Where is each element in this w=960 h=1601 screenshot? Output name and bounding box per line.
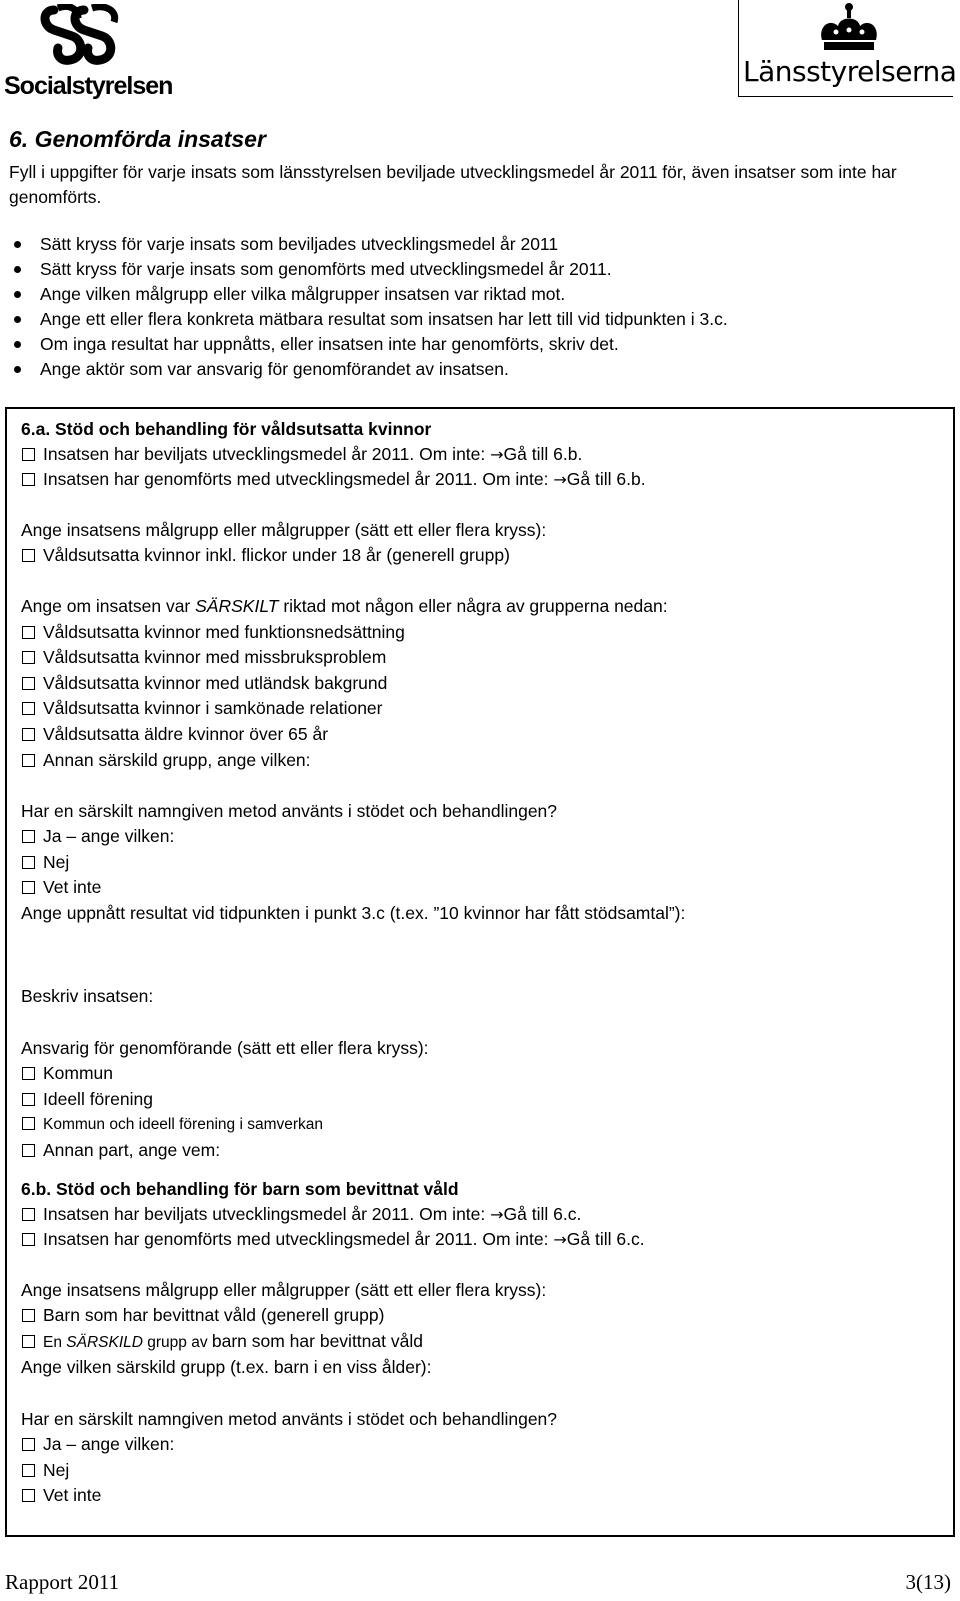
lansstyrelserna-wordmark: Länsstyrelserna [743,55,957,88]
arrow-right-icon: → [553,1230,567,1249]
page-number: 3(13) [905,1570,951,1594]
method-option-row: Ja – ange vilken: [21,824,174,849]
responsible-option-row: Kommun och ideell förening i samverkan [21,1112,323,1137]
special-group-checkbox[interactable] [22,754,35,767]
part-b-target-general-row: Barn som har bevittnat våld (generell grupp) [21,1303,384,1328]
part-b-genomforts-row: Insatsen har genomförts med utvecklingsmedel år 2011. Om inte: →Gå till 6.c. [21,1227,645,1252]
part-a-beviljats-checkbox[interactable] [22,448,35,461]
special-group-checkbox[interactable] [22,651,35,664]
special-group-row: Våldsutsatta äldre kvinnor över 65 år [21,722,328,747]
bullet-icon [14,366,21,373]
part-b-beviljats-checkbox[interactable] [22,1208,35,1221]
part-b-method-question: Har en särskilt namngiven metod använts i stödet och behandlingen? [21,1409,558,1429]
arrow-right-icon: → [490,1205,504,1224]
instruction-item: Om inga resultat har uppnåtts, eller insatsen inte har genomförts, skriv det. [0,332,728,357]
special-group-checkbox[interactable] [22,626,35,639]
bullet-icon [14,291,21,298]
special-group-row: Våldsutsatta kvinnor med missbruksproblem [21,645,386,670]
part-b-genomforts-checkbox[interactable] [22,1233,35,1246]
part-b-target-special-row: En SÄRSKILD grupp av barn som har bevittnat våld [21,1329,423,1355]
special-group-row: Våldsutsatta kvinnor i samkönade relationer [21,696,383,721]
bullet-icon [14,341,21,348]
arrow-right-icon: → [553,470,567,489]
socialstyrelsen-emblem-icon [38,4,130,70]
lansstyrelserna-logo [738,0,957,97]
part-a-method-question: Har en särskilt namngiven metod använts i stödet och behandlingen? [21,801,558,821]
responsible-option-checkbox[interactable] [22,1117,35,1130]
part-a-genomforts-row: Insatsen har genomförts med utvecklingsmedel år 2011. Om inte: →Gå till 6.b. [21,467,646,492]
method-option-row: Nej [21,850,69,875]
instruction-item: Ange aktör som var ansvarig för genomförandet av insatsen. [0,357,728,382]
socialstyrelsen-logo [4,4,173,100]
section-intro: Fyll i uppgifter för varje insats som länsstyrelsen beviljade utvecklingsmedel år 2011 för, även insatser som inte har genomförts. [9,162,897,207]
special-group-row: Våldsutsatta kvinnor med utländsk bakgrund [21,671,387,696]
part-b-title: 6.b. Stöd och behandling för barn som bevittnat våld [21,1179,459,1199]
part-b-beviljats-row: Insatsen har beviljats utvecklingsmedel år 2011. Om inte: →Gå till 6.c. [21,1202,581,1227]
part-a-genomforts-checkbox[interactable] [22,473,35,486]
method-option-row: Vet inte [21,1483,101,1508]
special-group-checkbox[interactable] [22,728,35,741]
special-group-checkbox[interactable] [22,677,35,690]
method-option-row: Ja – ange vilken: [21,1432,174,1457]
socialstyrelsen-wordmark: Socialstyrelsen [4,72,173,100]
method-option-checkbox[interactable] [22,1464,35,1477]
part-a-target-question: Ange insatsens målgrupp eller målgrupper (sätt ett eller flera kryss): [21,520,547,540]
instruction-item: Ange vilken målgrupp eller vilka målgrupper insatsen var riktad mot. [0,282,728,307]
part-b-special-group-question: Ange vilken särskild grupp (t.ex. barn i en viss ålder): [21,1357,432,1377]
method-option-row: Vet inte [21,875,101,900]
special-group-row: Våldsutsatta kvinnor med funktionsnedsättning [21,620,405,645]
crown-icon [814,2,884,52]
method-option-checkbox[interactable] [22,856,35,869]
bullet-icon [14,241,21,248]
part-b-target-general-checkbox[interactable] [22,1309,35,1322]
page-footer [5,1568,951,1596]
special-group-row: Annan särskild grupp, ange vilken: [21,748,311,773]
part-b-target-question: Ange insatsens målgrupp eller målgrupper (sätt ett eller flera kryss): [21,1280,547,1300]
part-a-result-question: Ange uppnått resultat vid tidpunkten i punkt 3.c (t.ex. ”10 kvinnor har fått stödsamtal”): [21,903,686,923]
part-a-target-general-row: Våldsutsatta kvinnor inkl. flickor under 18 år (generell grupp) [21,543,510,568]
footer-report-label: Rapport 2011 [5,1570,120,1594]
part-a-title: 6.a. Stöd och behandling för våldsutsatta kvinnor [21,419,432,439]
bullet-icon [14,316,21,323]
responsible-option-checkbox[interactable] [22,1144,35,1157]
part-a-beviljats-row: Insatsen har beviljats utvecklingsmedel år 2011. Om inte: →Gå till 6.b. [21,442,582,467]
instruction-item: Sätt kryss för varje insats som genomförts med utvecklingsmedel år 2011. [0,257,728,282]
responsible-option-checkbox[interactable] [22,1093,35,1106]
method-option-checkbox[interactable] [22,830,35,843]
method-option-row: Nej [21,1458,69,1483]
method-option-checkbox[interactable] [22,1438,35,1451]
instruction-item: Sätt kryss för varje insats som beviljades utvecklingsmedel år 2011 [0,232,728,257]
part-b-target-special-checkbox[interactable] [22,1335,35,1348]
responsible-option-row: Ideell förening [21,1087,153,1112]
part-a-describe-label: Beskriv insatsen: [21,986,154,1006]
part-a-special-question: Ange om insatsen var SÄRSKILT riktad mot någon eller några av grupperna nedan: [21,596,668,616]
part-a-responsible-question: Ansvarig för genomförande (sätt ett eller flera kryss): [21,1038,429,1058]
section-heading: 6. Genomförda insatser [9,126,266,152]
instruction-list [0,232,728,382]
page-header [0,0,960,110]
instruction-item: Ange ett eller flera konkreta mätbara resultat som insatsen har lett till vid tidpunkten i 3.c. [0,307,728,332]
form-box [5,407,955,1537]
bullet-icon [14,266,21,273]
responsible-option-row: Annan part, ange vem: [21,1138,220,1163]
responsible-option-row: Kommun [21,1061,113,1086]
arrow-right-icon: → [490,445,504,464]
responsible-option-checkbox[interactable] [22,1067,35,1080]
special-group-checkbox[interactable] [22,702,35,715]
method-option-checkbox[interactable] [22,1489,35,1502]
part-a-target-general-checkbox[interactable] [22,549,35,562]
method-option-checkbox[interactable] [22,881,35,894]
